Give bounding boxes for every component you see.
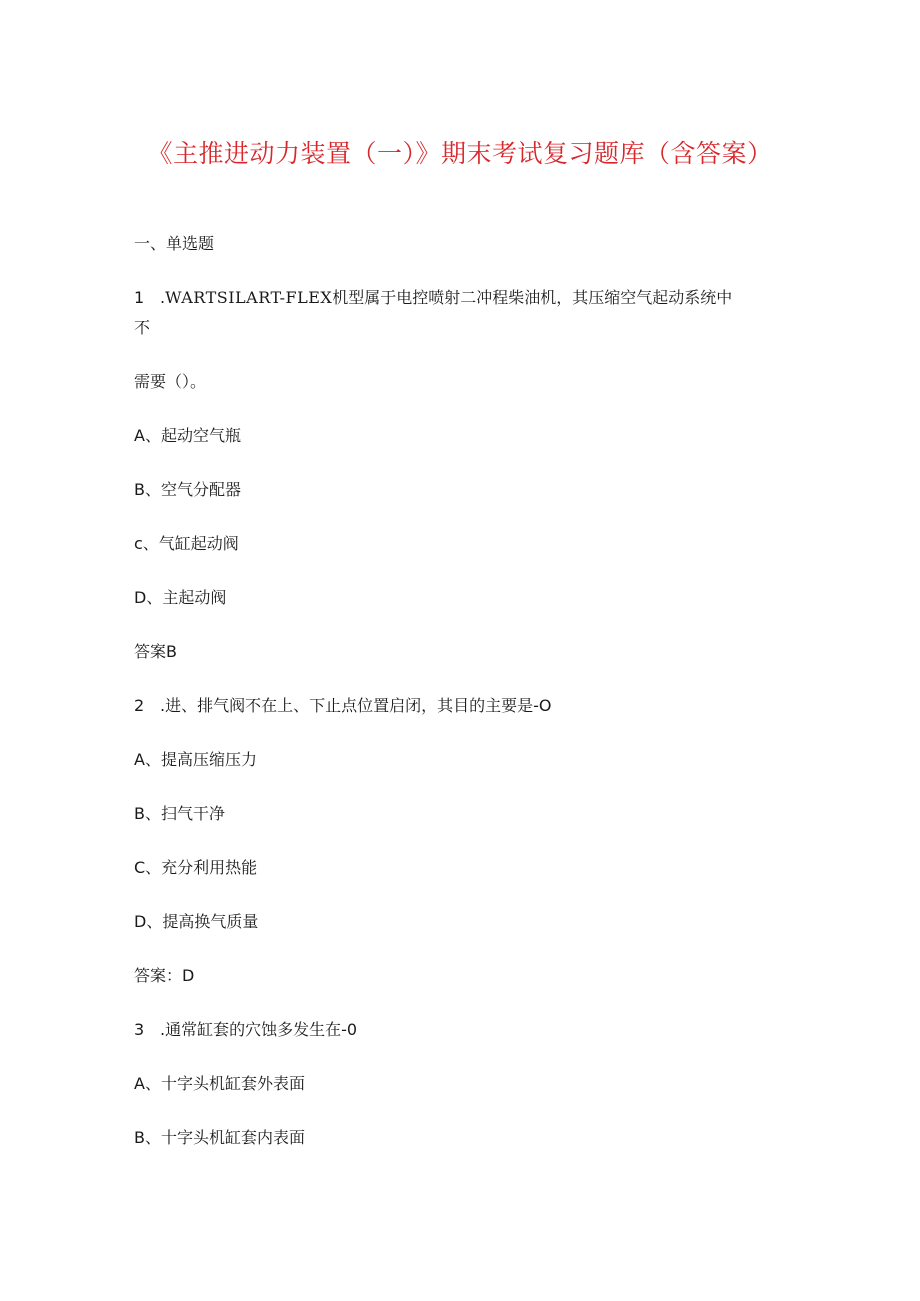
question-2-option-b: B、扫气干净 [134,804,225,823]
document-title: 《主推进动力装置（一）》期末考试复习题库（含答案） [147,139,773,168]
question-3-option-b: B、十字头机缸套内表面 [134,1128,305,1147]
question-1-option-b: B、空气分配器 [134,480,241,499]
question-1-option-a: A、起动空气瓶 [134,426,241,445]
question-stem-text: 机型属于电控喷射二冲程柴油机，其压缩空气起动系统中 [332,288,733,307]
question-stem-text: .通常缸套的穴蚀多发生在-0 [160,1020,358,1039]
question-2-option-d: D、提高换气质量 [134,912,259,931]
question-number: 2 [134,696,145,715]
question-3-stem [134,1020,357,1040]
question-1-option-d: D、主起动阀 [134,588,227,607]
question-1-stem-line3: 需要（）。 [134,372,207,391]
question-1-stem [134,288,732,308]
question-1-stem-line2: 不 [134,318,151,337]
question-2-answer: 答案：D [134,966,195,985]
question-2-stem [134,696,551,716]
question-1-option-c: c、气缸起动阀 [134,534,239,553]
question-2-option-a: A、提高压缩压力 [134,750,257,769]
question-number: 3 [134,1020,145,1039]
question-1-answer: 答案B [134,642,177,661]
section-heading: 一、单选题 [134,234,215,253]
question-stem-text: .进、排气阀不在上、下止点位置启闭，其目的主要是-O [160,696,552,715]
question-2-option-c: C、充分利用热能 [134,858,258,877]
question-stem-model: WARTSILART-FLEX [165,288,333,307]
question-3-option-a: A、十字头机缸套外表面 [134,1074,305,1093]
question-stem-prefix: . [160,288,166,307]
question-number: 1 [134,288,145,307]
